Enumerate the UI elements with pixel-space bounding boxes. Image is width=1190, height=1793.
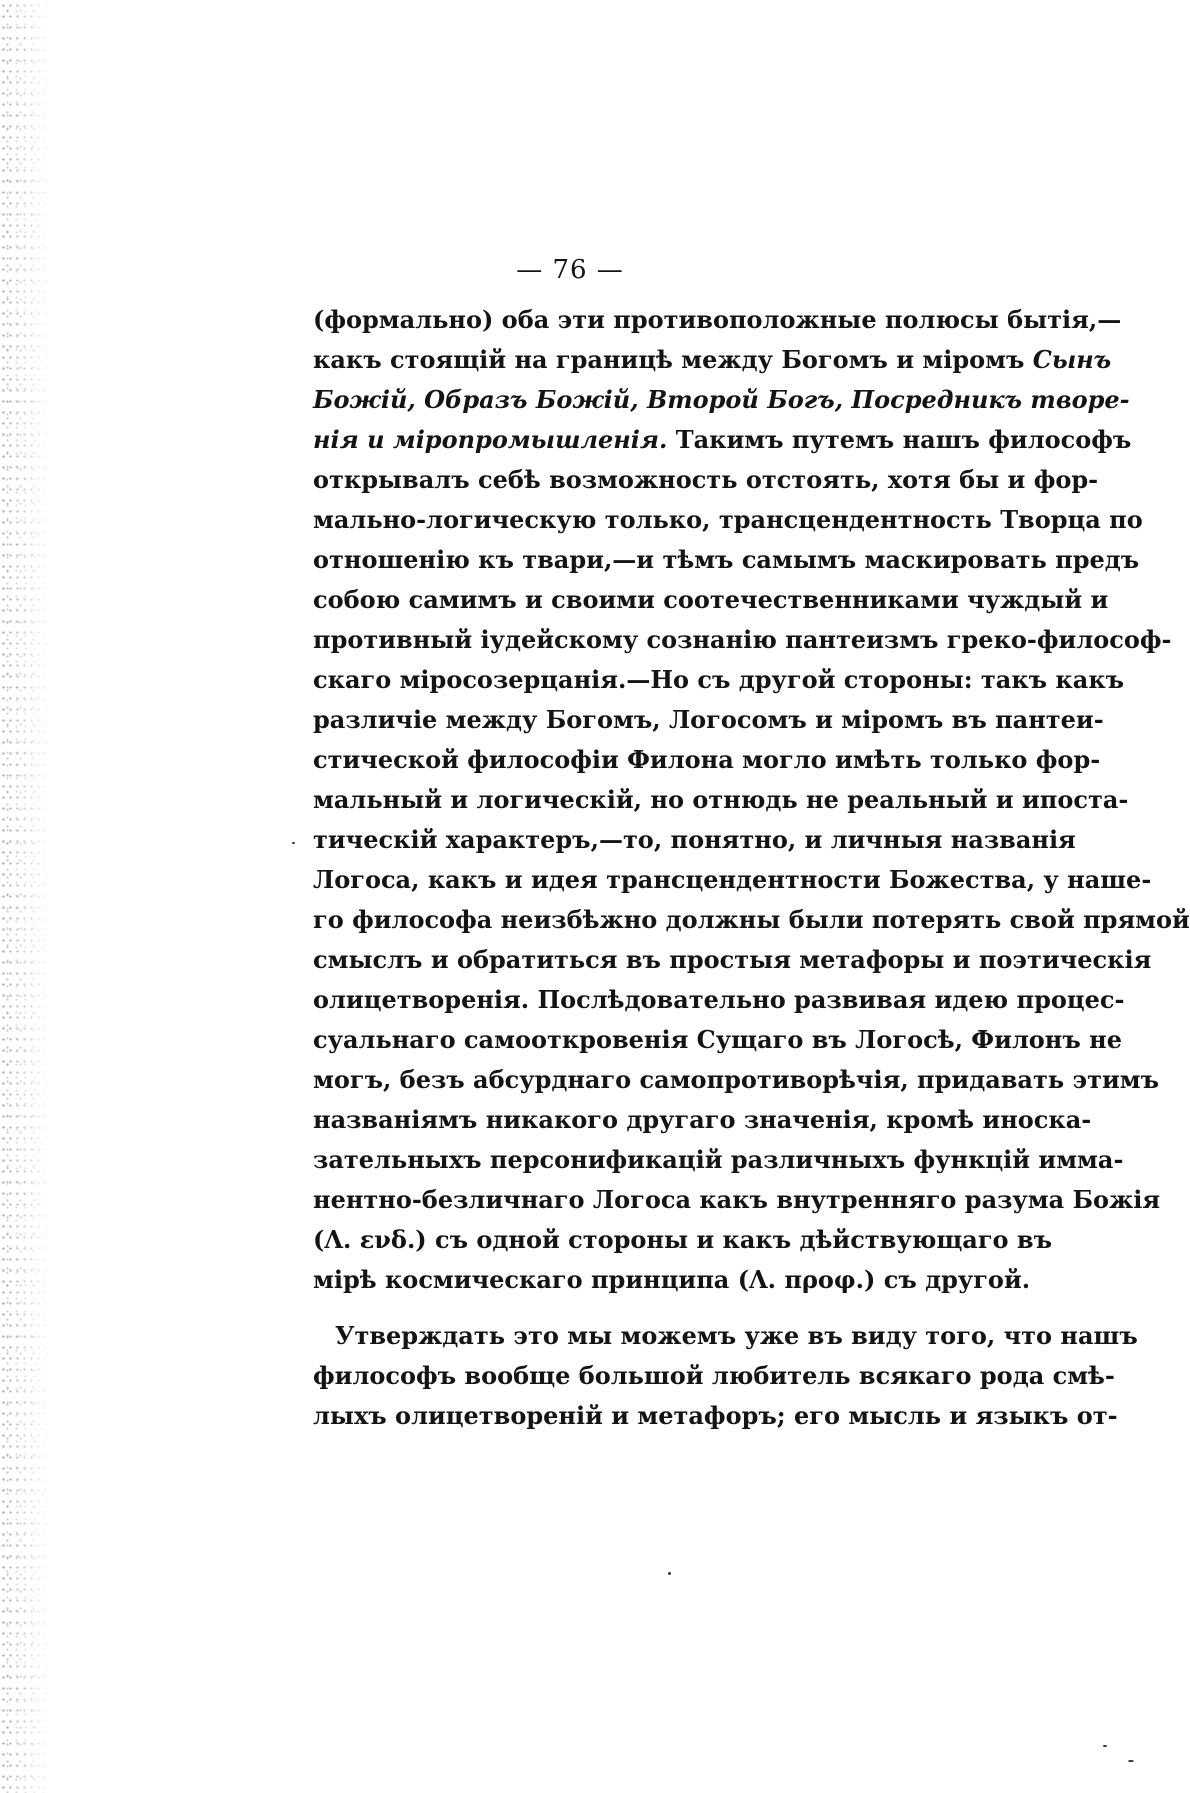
scan-speck [1128,1760,1134,1762]
text-line: го философа неизбѣжно должны были потерять свой прямой [313,905,1190,934]
text-line: отношенію къ твари,—и тѣмъ самымъ маскировать предъ [313,545,1140,574]
text-line: нентно-безличнаго Логоса какъ внутренняго разума Божія [313,1185,1161,1214]
italic-run: нія и міропромышленія. [313,425,668,454]
scan-speck [1103,1745,1107,1747]
text-line: противный іудейскому сознанію пантеизмъ греко-философ- [313,625,1172,654]
text-run: Такимъ путемъ нашъ философъ [667,425,1132,454]
text-line: стической философіи Филона могло имѣть только фор- [313,745,1101,774]
scan-speck [668,1572,671,1575]
text-line [313,380,1130,420]
text-line: Логоса, какъ и идея трансцендентности Божества, у наше- [313,865,1152,894]
scan-speck [292,842,295,844]
text-line: (формально) оба эти противоположные полюсы бытія,— [313,305,1122,334]
text-line: собою самимъ и своими соотечественниками чуждый и [313,585,1109,614]
text-line [313,420,1132,460]
italic-run: Сынъ [1032,345,1112,374]
text-line: смыслъ и обратиться въ простыя метафоры и поэтическія [313,945,1152,974]
italic-run: Божій, Образъ Божій, Второй Богъ, Посредникъ творе- [313,385,1130,414]
text-line: олицетворенія. Послѣдовательно развивая идею процес- [313,985,1125,1014]
text-line: философъ вообще большой любитель всякаго рода смѣ- [313,1361,1115,1390]
text-line: открывалъ себѣ возможность отстоять, хотя бы и фор- [313,465,1099,494]
text-line: зательныхъ персонификацій различныхъ функцій имма- [313,1145,1124,1174]
text-line: тическій характеръ,—то, понятно, и личныя названія [313,825,1076,854]
text-run: какъ стоящій на границѣ между Богомъ и міромъ [313,345,1033,374]
text-line [313,340,1112,380]
text-line: (Λ. ενδ.) съ одной стороны и какъ дѣйствующаго въ [313,1225,1052,1254]
text-line: Утверждать это мы можемъ уже въ виду того, что нашъ [335,1321,1138,1350]
page-number: — 76 — [516,255,624,285]
text-line: мірѣ космическаго принципа (Λ. προφ.) съ другой. [313,1265,1031,1294]
text-line: могъ, безъ абсурднаго самопротиворѣчія, придавать этимъ [313,1065,1160,1094]
body-text [313,300,1190,1436]
text-line: скаго міросозерцанія.—Но съ другой стороны: такъ какъ [313,665,1125,694]
text-line: различіе между Богомъ, Логосомъ и міромъ въ пантеи- [313,705,1104,734]
text-line: мальный и логическій, но отнюдь не реальный и ипоста- [313,785,1129,814]
text-line: суальнаго самооткровенія Сущаго въ Логосѣ, Филонъ не [313,1025,1122,1054]
text-line: мально-логическую только, трансцендентность Творца по [313,505,1143,534]
text-line: лыхъ олицетвореній и метафоръ; его мысль и языкъ от- [313,1401,1118,1430]
text-line: названіямъ никакого другаго значенія, кромѣ иноска- [313,1105,1092,1134]
